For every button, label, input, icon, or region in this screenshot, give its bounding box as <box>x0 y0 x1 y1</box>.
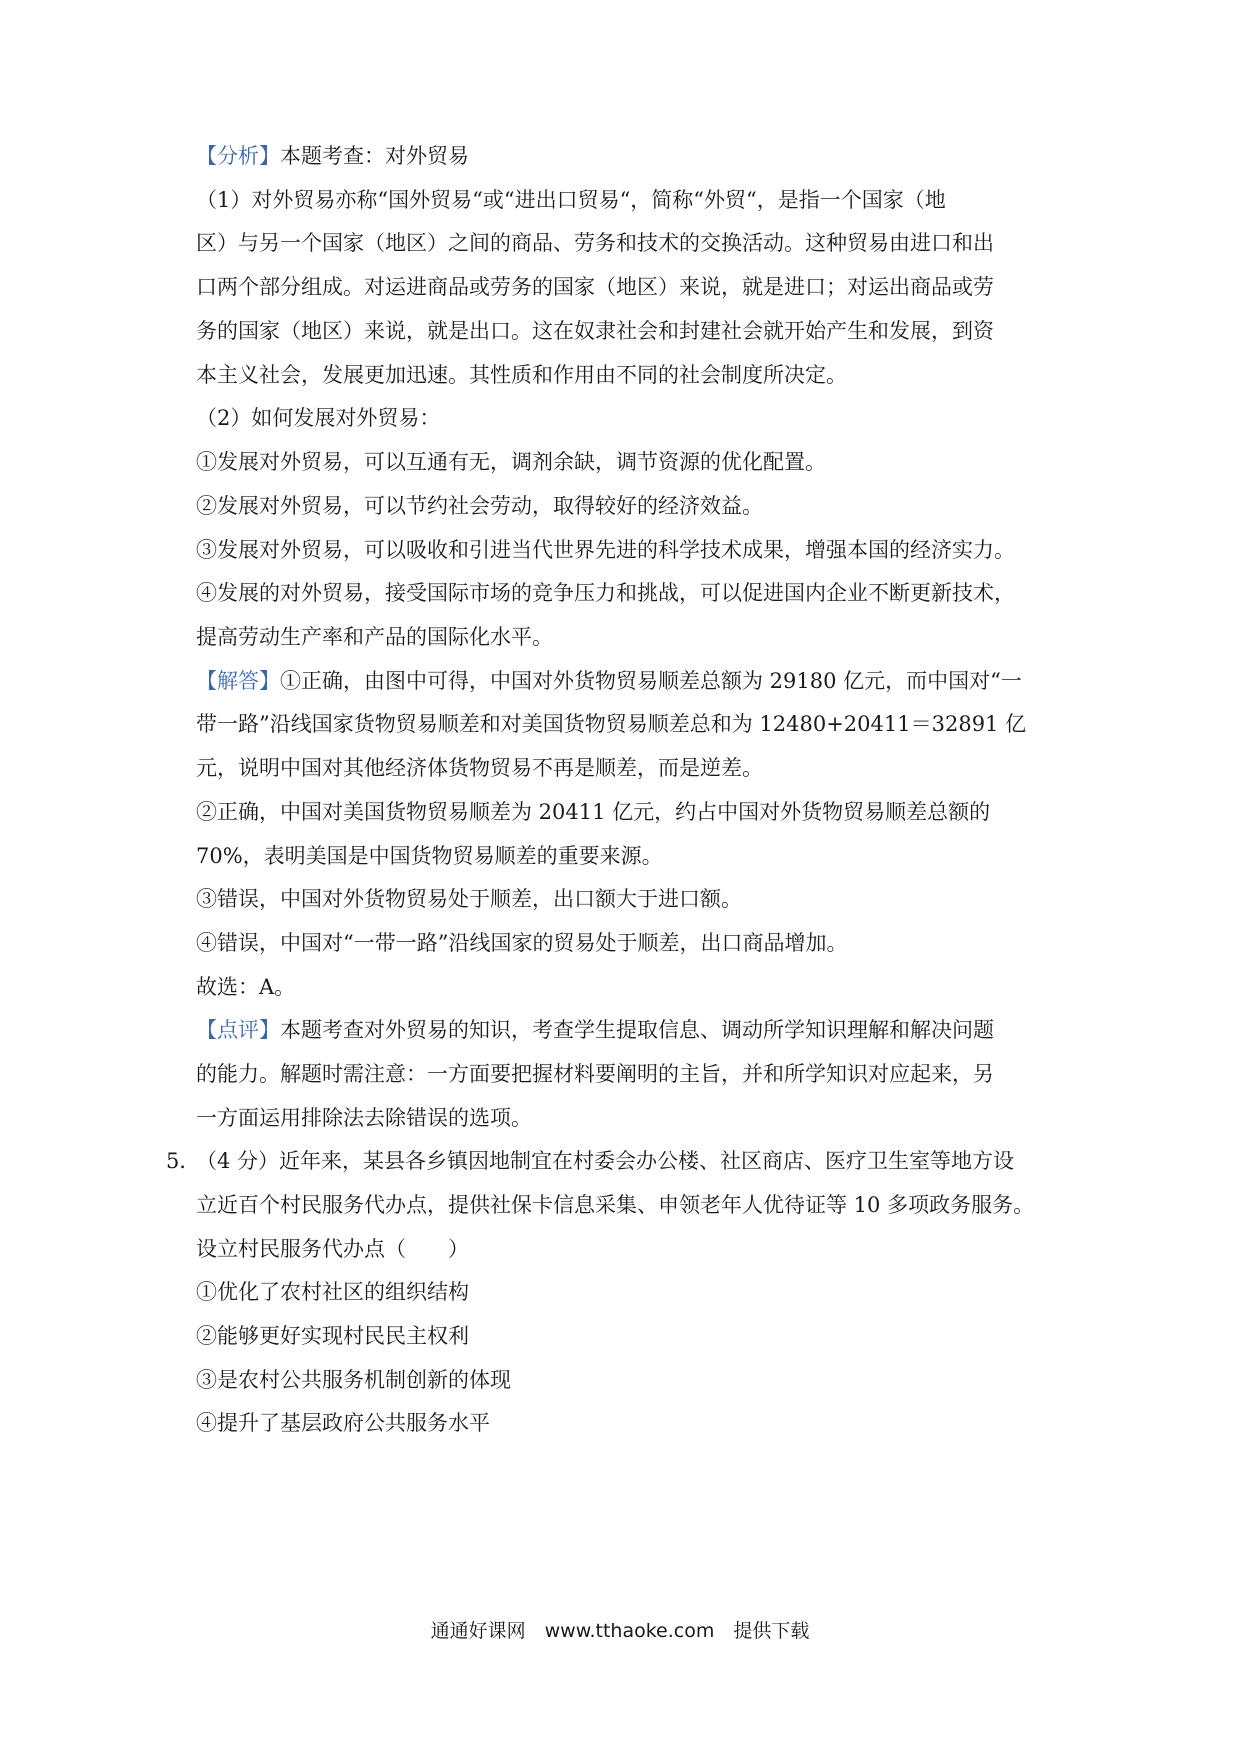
analysis-heading <box>196 141 469 171</box>
question-option: ①优化了农村社区的组织结构 <box>196 1280 469 1304</box>
answer-line: ④错误，中国对“一带一路”沿线国家的贸易处于顺差，出口商品增加。 <box>196 931 848 955</box>
analysis-p1-line: 区）与另一个国家（地区）之间的商品、劳务和技术的交换活动。这种贸易由进口和出 <box>196 231 994 255</box>
analysis-p2-title: （2）如何发展对外贸易： <box>196 406 441 430</box>
analysis-p1-line: （1）对外贸易亦称“国外贸易“或“进出口贸易“，简称“外贸“，是指一个国家（地 <box>196 188 946 212</box>
comment-line: 本题考查对外贸易的知识，考查学生提取信息、调动所学知识理解和解决问题 <box>280 1018 994 1042</box>
analysis-p1-line: 务的国家（地区）来说，就是出口。这在奴隶社会和封建社会就开始产生和发展，到资 <box>196 319 994 343</box>
analysis-p2-line: 提高劳动生产率和产品的国际化水平。 <box>196 625 553 649</box>
analysis-p2-line: ②发展对外贸易，可以节约社会劳动，取得较好的经济效益。 <box>196 494 763 518</box>
question-option: ②能够更好实现村民民主权利 <box>196 1324 469 1348</box>
analysis-p1-line: 本主义社会，发展更加迅速。其性质和作用由不同的社会制度所决定。 <box>196 363 847 387</box>
answer-line: 带一路”沿线国家货物贸易顺差和对美国货物贸易顺差总和为 12480+20411＝32891 亿 <box>196 712 1027 736</box>
answer-choice: 故选：A。 <box>196 975 296 999</box>
question-option: ④提升了基层政府公共服务水平 <box>196 1411 490 1435</box>
analysis-p2-line: ④发展的对外贸易，接受国际市场的竞争压力和挑战，可以促进国内企业不断更新技术， <box>196 581 1015 605</box>
comment-line: 的能力。解题时需注意：一方面要把握材料要阐明的主旨，并和所学知识对应起来，另 <box>196 1062 994 1086</box>
analysis-p1-line: 口两个部分组成。对运进商品或劳务的国家（地区）来说，就是进口；对运出商品或劳 <box>196 275 994 299</box>
answer-line: ③错误，中国对外货物贸易处于顺差，出口额大于进口额。 <box>196 887 742 911</box>
analysis-p2-line: ①发展对外贸易，可以互通有无，调剂余缺，调节资源的优化配置。 <box>196 450 826 474</box>
comment-line: 一方面运用排除法去除错误的选项。 <box>196 1106 532 1130</box>
answer-line: 元，说明中国对其他经济体货物贸易不再是顺差，而是逆差。 <box>196 756 763 780</box>
answer-tag: 【解答】 <box>196 669 280 693</box>
answer-first-line <box>196 666 1022 696</box>
analysis-tag: 【分析】 <box>196 144 280 168</box>
page-footer: 通通好课网 www.tthaoke.com 提供下载 <box>430 1620 810 1642</box>
comment-tag: 【点评】 <box>196 1018 280 1042</box>
question-stem-line: 设立村民服务代办点（ ） <box>196 1237 469 1261</box>
question-number: 5． <box>166 1149 201 1173</box>
analysis-title: 本题考查：对外贸易 <box>280 144 469 168</box>
answer-line: ①正确，由图中可得，中国对外货物贸易顺差总额为 29180 亿元，而中国对“一 <box>280 669 1022 693</box>
answer-line: 70%，表明美国是中国货物贸易顺差的重要来源。 <box>196 844 663 868</box>
question-stem-line: 立近百个村民服务代办点，提供社保卡信息采集、申领老年人优待证等 10 多项政务服务。 <box>196 1193 1035 1217</box>
question-option: ③是农村公共服务机制创新的体现 <box>196 1368 511 1392</box>
question-stem-line: （4 分）近年来，某县各乡镇因地制宜在村委会办公楼、社区商店、医疗卫生室等地方设 <box>196 1149 1015 1173</box>
analysis-p2-line: ③发展对外贸易，可以吸收和引进当代世界先进的科学技术成果，增强本国的经济实力。 <box>196 538 1015 562</box>
comment-first-line <box>196 1015 994 1045</box>
answer-line: ②正确，中国对美国货物贸易顺差为 20411 亿元，约占中国对外货物贸易顺差总额的 <box>196 800 991 824</box>
